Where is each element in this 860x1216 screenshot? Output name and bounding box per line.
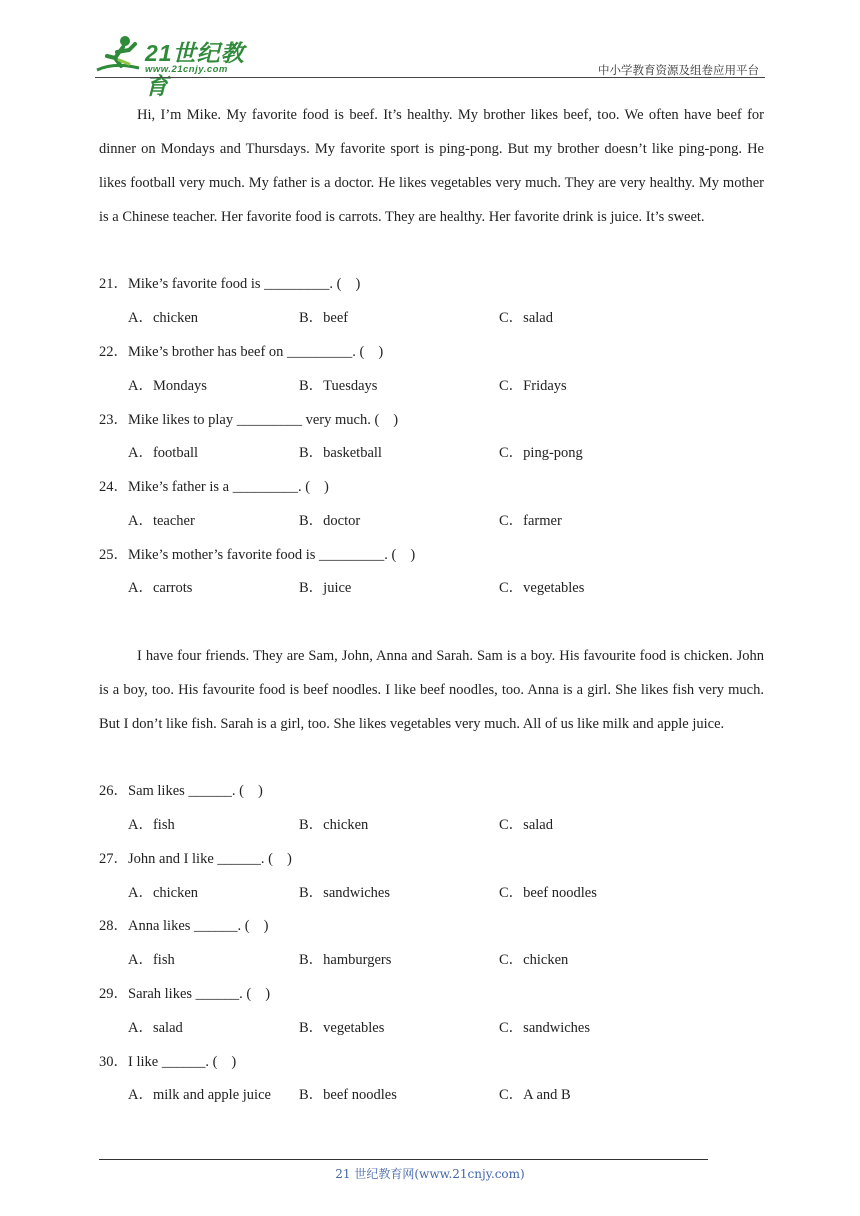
reading-passage-2: I have four friends. They are Sam, John, Anna and Sarah. Sam is a boy. His favourite food is chicken. John is a boy, too. His favourite food is beef noodles. I like beef noodles, too. Anna is a girl. She likes fish very much. But I don’t like fish. Sarah is a girl, too. She likes vegetables very much. All of us like milk and apple juice. — [99, 648, 764, 732]
reading-passage-1: Hi, I’m Mike. My favorite food is beef. It’s healthy. My brother likes beef, too. We often have beef for dinner on Mondays and Thursdays. My favorite sport is ping-pong. But my brother doesn’t like ping-pong. He likes football very much. My father is a doctor. He likes vegetables very much. They are very healthy. My mother is a Chinese teacher. Her favorite food is carrots. They are healthy. Her favorite drink is juice. It’s sweet. — [99, 107, 764, 225]
option-24-b: B．doctor — [299, 513, 361, 529]
question-25: 25．Mike’s mother’s favorite food is _________. ( ) — [99, 547, 416, 563]
question-27: 27．John and I like ______. ( ) — [99, 851, 292, 867]
option-30-a: A．milk and apple juice — [128, 1087, 271, 1103]
page-header — [95, 30, 765, 99]
logo-url: www.21cnjy.com — [145, 64, 228, 75]
option-21-c: C．salad — [499, 310, 553, 326]
option-22-b: B．Tuesdays — [299, 378, 378, 394]
option-24-a: A．teacher — [128, 513, 195, 529]
question-26: 26．Sam likes ______. ( ) — [99, 783, 263, 799]
page-footer: 21 世纪教育网(www.21cnjy.com) — [335, 1167, 525, 1181]
option-26-b: B．chicken — [299, 817, 369, 833]
logo — [95, 34, 265, 99]
question-24: 24．Mike’s father is a _________. ( ) — [99, 479, 329, 495]
option-25-a: A．carrots — [128, 580, 193, 596]
runner-logo-icon — [95, 34, 143, 76]
option-26-c: C．salad — [499, 817, 553, 833]
question-23: 23．Mike likes to play _________ very much. ( ) — [99, 412, 399, 428]
option-29-b: B．vegetables — [299, 1020, 385, 1036]
option-28-c: C．chicken — [499, 952, 569, 968]
option-25-b: B．juice — [299, 580, 352, 596]
question-29: 29．Sarah likes ______. ( ) — [99, 986, 271, 1002]
option-22-a: A．Mondays — [128, 378, 207, 394]
option-23-b: B．basketball — [299, 445, 382, 461]
header-divider — [95, 77, 765, 78]
option-25-c: C．vegetables — [499, 580, 585, 596]
option-21-b: B．beef — [299, 310, 349, 326]
option-26-a: A．fish — [128, 817, 175, 833]
option-23-a: A．football — [128, 445, 199, 461]
option-22-c: C．Fridays — [499, 378, 567, 394]
question-21: 21．Mike’s favorite food is _________. ( ) — [99, 276, 361, 292]
option-29-c: C．sandwiches — [499, 1020, 591, 1036]
option-27-a: A．chicken — [128, 885, 199, 901]
option-28-b: B．hamburgers — [299, 952, 392, 968]
option-30-b: B．beef noodles — [299, 1087, 397, 1103]
option-27-c: C．beef noodles — [499, 885, 597, 901]
question-28: 28．Anna likes ______. ( ) — [99, 918, 269, 934]
header-tagline: 中小学教育资源及组卷应用平台 — [598, 63, 759, 77]
option-24-c: C．farmer — [499, 513, 562, 529]
option-28-a: A．fish — [128, 952, 175, 968]
logo-text: 21世纪教育 — [145, 40, 245, 99]
question-30: 30．I like ______. ( ) — [99, 1054, 237, 1070]
footer-divider — [99, 1159, 708, 1160]
option-30-c: C．A and B — [499, 1087, 571, 1103]
option-21-a: A．chicken — [128, 310, 199, 326]
option-27-b: B．sandwiches — [299, 885, 391, 901]
question-22: 22．Mike’s brother has beef on _________. ( ) — [99, 344, 384, 360]
option-23-c: C．ping-pong — [499, 445, 583, 461]
option-29-a: A．salad — [128, 1020, 183, 1036]
